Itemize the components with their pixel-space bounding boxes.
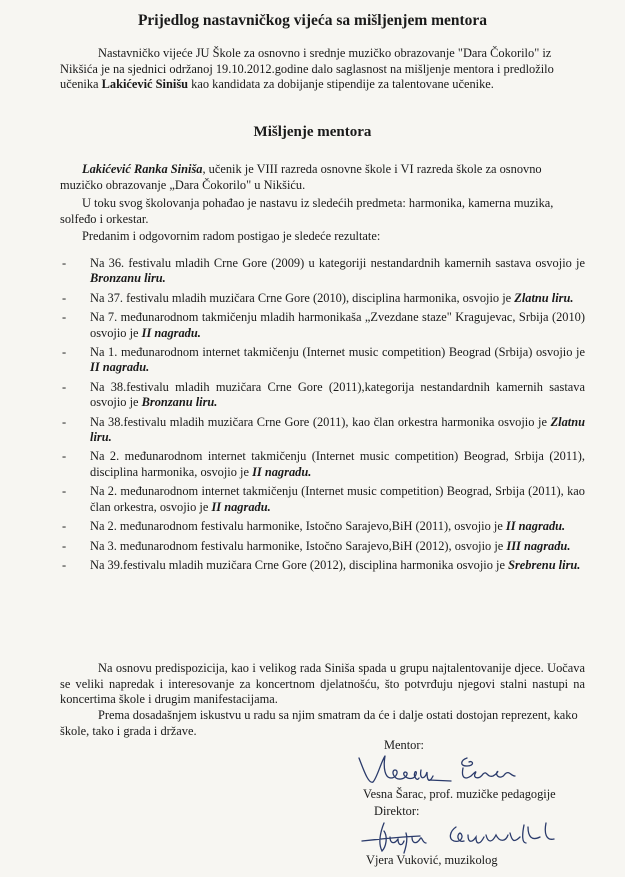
result-text: Na 36. festivalu mladih Crne Gore (2009) u kategoriji nestandardnih kamernih sastava osvojio je (90, 256, 585, 270)
list-item (60, 310, 585, 341)
result-text: Na 3. međunarodnom festivalu harmonike, Istočno Sarajevo,BiH (2012), osvojio je (90, 538, 507, 553)
subjects-paragraph: U toku svog školovanja pohađao je nastavu iz sledećih predmeta: harmonika, kamerna muzika, solfeđo i orkestar. (60, 196, 554, 226)
result-text: Na 2. međunarodnom internet takmičenju (Internet music competition) Beograd, Srbija (2011), kao član orkestra, osvojio je (90, 484, 585, 514)
list-item (60, 291, 585, 306)
bullet-dash: - (62, 345, 67, 360)
student-description-text: , učenik je VIII razreda osnovne škole i VI razreda škole za osnovno muzičko obrazovanje „Dara Čokorilo" u Nikšiću. (60, 162, 542, 192)
result-award: II nagradu. (252, 464, 312, 479)
list-item (60, 256, 585, 287)
student-description (60, 162, 585, 193)
result-text: Na 2. međunarodnom internet takmičenju (Internet music competition) Beograd, Srbija (2011), disciplina harmonika, osvojio je (90, 449, 585, 479)
result-award: Zlatnu liru. (90, 414, 585, 445)
result-award: Bronzanu liru. (90, 271, 166, 286)
list-item (60, 415, 585, 446)
result-text: Na 7. međunarodnom takmičenju mladih harmonikaša „Zvezdane staze" Kragujevac, Srbija (2010) osvojio je (90, 310, 585, 340)
result-award: Bronzanu liru. (141, 395, 218, 410)
list-item (60, 380, 585, 411)
director-name: Vjera Vuković, muzikolog (366, 853, 498, 867)
director-signature (360, 817, 580, 857)
bullet-dash: - (62, 414, 67, 429)
results-list (60, 256, 585, 577)
bullet-dash: - (62, 519, 67, 534)
result-text: Na 37. festivalu mladih muzičara Crne Gore (2010), disciplina harmonika, osvojio je (90, 290, 515, 305)
student-name: Lakićević Sinišu (101, 77, 189, 92)
bullet-dash: - (62, 310, 67, 325)
result-award: III nagradu. (506, 538, 571, 553)
conclusion-paragraph: Na osnovu predispozicija, kao i velikog rada Siniša spada u grupu najtalentovanije djece. Uočava se veliki napredak i interesovanje za koncertnom djelatnošću, što potvrđuju njegovi stalni nastupi na koncertima škole i drugim manifestacijama. (60, 661, 585, 707)
result-text: Na 38.festivalu mladih muzičara Crne Gore (2011), kao član orkestra harmonika osvojio je (90, 414, 551, 429)
result-award: II nagradu. (211, 499, 271, 514)
bullet-dash: - (62, 290, 67, 305)
list-item (60, 539, 585, 554)
list-item (60, 484, 585, 515)
result-award: II nagradu. (90, 360, 150, 375)
list-item (60, 449, 585, 480)
result-text: Na 39.festivalu mladih muzičara Crne Gore (2012), disciplina harmonika osvojio je (90, 557, 509, 572)
result-text: Na 2. međunarodnom festivalu harmonike, Istočno Sarajevo,BiH (2011), osvojio je (90, 519, 506, 534)
intro-text-start: Nastavničko vijeće JU Škole za osnovno i srednje muzičko obrazovanje "Dara Čokorilo" iz Nikšića je na sjednici održanoj 19.10.2012.godine dalo saglasnost na mišljenje mentora i predložilo učenika (60, 46, 554, 92)
recommendation-paragraph: Prema dosadašnjem iskustvu u radu sa njim smatram da će i dalje ostati dostojan reprezent, kako škole, tako i grada i države. (60, 708, 578, 738)
result-text: Na 1. međunarodnom internet takmičenju (Internet music competition) Beograd (Srbija) osvojio je (90, 345, 585, 360)
intro-text-end: kao kandidata za dobijanje stipendije za talentovane učenike. (188, 77, 494, 92)
bullet-dash: - (62, 256, 67, 270)
list-item (60, 519, 585, 534)
section-heading: Mišljenje mentora (253, 124, 372, 140)
list-item (60, 558, 585, 573)
results-intro: Predanim i odgovornim radom postigao je sledeće rezultate: (82, 229, 381, 243)
result-award: II nagradu. (141, 325, 201, 340)
bullet-dash: - (62, 557, 67, 572)
bullet-dash: - (62, 379, 67, 394)
list-item (60, 345, 585, 376)
result-award: Zlatnu liru. (514, 290, 574, 305)
document-title: Prijedlog nastavničkog vijeća sa mišljenjem mentora (137, 12, 488, 29)
director-label: Direktor: (374, 804, 420, 818)
intro-paragraph (60, 46, 585, 93)
result-award: Srebrenu liru. (508, 557, 581, 572)
mentor-label: Mentor: (384, 738, 424, 752)
mentor-signature (355, 748, 545, 790)
mentor-name: Vesna Šarac, prof. muzičke pedagogije (363, 787, 556, 801)
bullet-dash: - (62, 449, 67, 464)
student-full-name: Lakićević Ranka Siniša (82, 162, 203, 176)
result-text: Na 38.festivalu mladih muzičara Crne Gore (2011),kategorija nestandardnih kamernih sastava osvojio je (90, 379, 585, 410)
bullet-dash: - (62, 484, 67, 499)
result-award: II nagradu. (505, 519, 566, 534)
bullet-dash: - (62, 538, 67, 553)
